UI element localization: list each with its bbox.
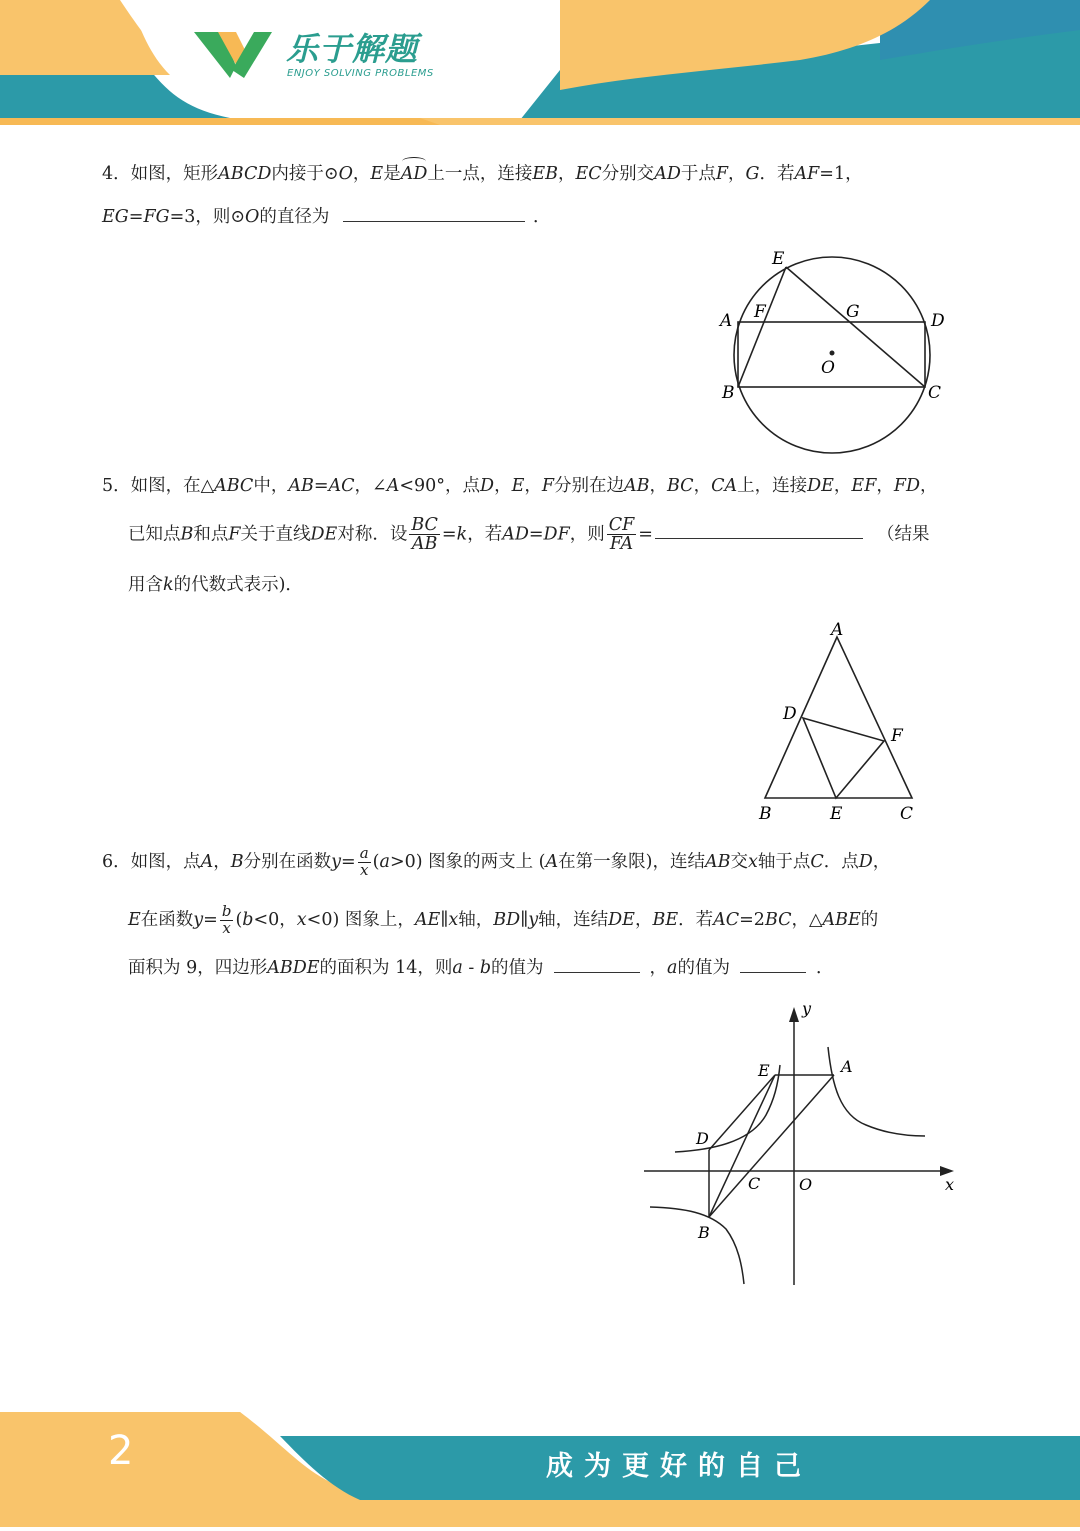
q6-label-o: O xyxy=(799,1175,813,1194)
q6-label-e: E xyxy=(758,1061,770,1080)
q6-fraction-a-x: $\frac{a}{x}$ xyxy=(359,844,369,879)
q5-label-c: C xyxy=(900,804,914,824)
q5-label-e: E xyxy=(830,804,843,824)
q4-line-1: 4．如图，矩形ABCD内接于⊙O，E是 AD上一点，连接EB，EC分别交AD于点F，G．若AF=1， xyxy=(102,166,863,184)
q6-label-b: B xyxy=(698,1223,710,1242)
logo-icon xyxy=(192,26,274,80)
logo-subtitle: ENJOY SOLVING PROBLEMS xyxy=(287,68,434,79)
page-footer xyxy=(0,1412,1080,1527)
q6-line-3: 面积为 9，四边形ABDE的面积为 14，则a - b的值为 ，a的值为 ． xyxy=(128,958,834,978)
q4-label-d: D xyxy=(931,311,945,331)
slogan: 成为更好的自己 xyxy=(546,1451,812,1482)
q4-label-b: B xyxy=(722,383,735,403)
q5-figure xyxy=(750,615,930,830)
q4-answer-blank[interactable] xyxy=(343,220,525,222)
q6-label-x: x xyxy=(945,1175,955,1194)
q4-figure xyxy=(715,245,945,460)
q5-label-b: B xyxy=(759,804,772,824)
q5-label-a: A xyxy=(831,620,844,640)
q4-label-o: O xyxy=(821,358,835,378)
q4-label-f: F xyxy=(754,302,766,322)
circle-symbol-icon: ⊙ xyxy=(323,164,339,184)
circle-symbol-icon: ⊙ xyxy=(230,207,246,227)
q5-label-d: D xyxy=(783,704,797,724)
q4-line-2: EG=FG=3，则⊙O的直径为 ． xyxy=(102,207,551,227)
q6-label-y: y xyxy=(802,999,812,1018)
q5-fraction-bc-ab: $\frac{BC}{AB}$ xyxy=(411,515,438,555)
q5-line-1: 5．如图，在△ABC中，AB=AC，∠A<90°，点D，E，F分别在边AB，BC，CA上，连接DE，EF，FD， xyxy=(102,476,938,496)
q5-answer-blank[interactable] xyxy=(655,537,863,539)
page-number: 2 xyxy=(108,1428,134,1474)
q6-label-a: A xyxy=(841,1057,853,1076)
q6-figure xyxy=(630,995,965,1290)
q6-label-c: C xyxy=(748,1174,761,1193)
q5-line-2: 已知点B和点F关于直线DE对称．设 $\frac{BC}{AB}$ =k，若AD=DF，则 $\frac{CF}{FA}$ = （结果 xyxy=(128,515,930,555)
q6-line-2: E在函数y= $\frac{b}{x}$ (b<0，x<0) 图象上，AE∥x轴，BD∥y轴，连结DE，BE．若AC=2BC，△ABE的 xyxy=(128,902,879,937)
q5-line-3: 用含k的代数式表示)． xyxy=(128,575,303,595)
logo-title: 乐于解题 xyxy=(286,30,419,68)
q5-label-f: F xyxy=(891,726,903,746)
header-banner xyxy=(0,0,1080,125)
q6-line-1: 6．如图，点A，B分别在函数y= $\frac{a}{x}$ (a>0) 图象的两支上 (A在第一象限)，连结AB交x轴于点C．点D， xyxy=(102,844,891,879)
q6-label-d: D xyxy=(696,1129,709,1148)
q6-fraction-b-x: $\frac{b}{x}$ xyxy=(221,902,232,937)
q4-label-e: E xyxy=(772,249,785,269)
page-header xyxy=(0,0,1080,125)
q6-answer-blank-2[interactable] xyxy=(740,971,806,973)
q4-label-c: C xyxy=(928,383,942,403)
arc-ad: AD xyxy=(401,164,428,184)
q4-label-g: G xyxy=(846,302,860,322)
q5-fraction-cf-fa: $\frac{CF}{FA}$ xyxy=(608,515,635,555)
footer-banner xyxy=(0,1412,1080,1527)
q4-label-a: A xyxy=(720,311,733,331)
q6-answer-blank-1[interactable] xyxy=(554,971,640,973)
